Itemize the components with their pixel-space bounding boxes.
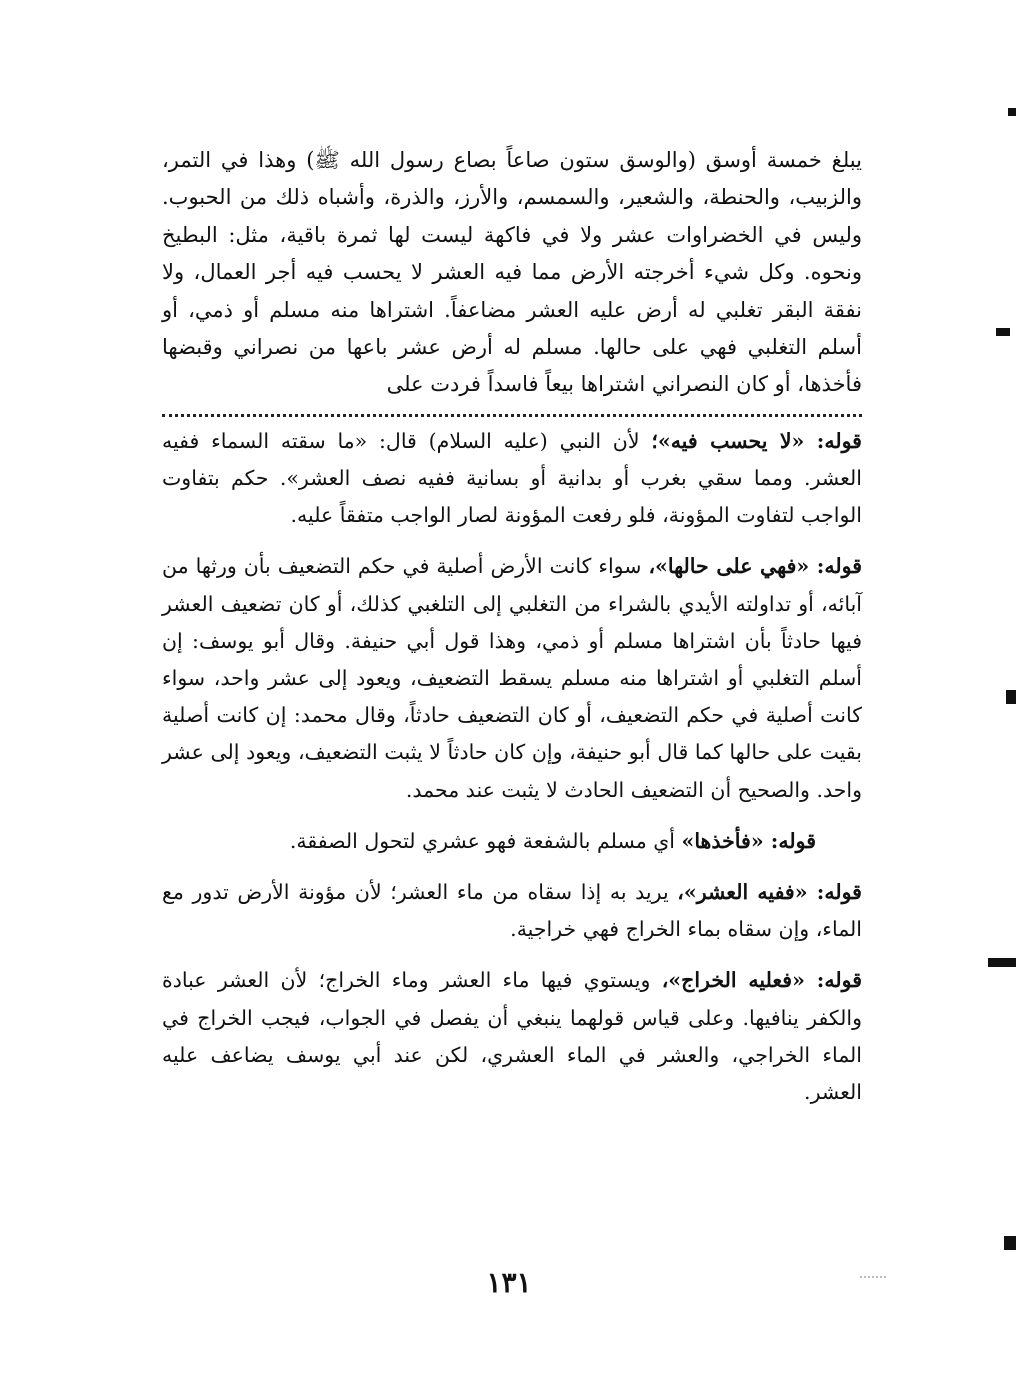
- scan-speck: [860, 1276, 886, 1278]
- dotted-separator: [162, 414, 862, 417]
- commentary-paragraph-2: [162, 548, 862, 808]
- page-body: [162, 142, 862, 1125]
- page-number: ١٣١: [486, 1266, 532, 1299]
- scan-edge-mark: [1006, 690, 1016, 704]
- commentary-lead: قوله: «ففيه العشر»،: [677, 880, 862, 905]
- commentary-lead: قوله: «فعليه الخراج»،: [661, 968, 863, 993]
- commentary-paragraph-1: [162, 423, 862, 535]
- scan-edge-mark: [1004, 1236, 1016, 1250]
- commentary-text: ويستوي فيها ماء العشر وماء الخراج؛ لأن العشر عبادة والكفر ينافيها. وعلى قياس قولهما ينبغي أن يفصل في الجواب، فيجب الخراج في الماء الخراجي، والعشر في الماء العشري، لكن عند أبي يوسف يضاعف عليه العشر.: [162, 968, 862, 1105]
- commentary-paragraph-5: [162, 962, 862, 1111]
- commentary-text: لأن النبي (عليه السلام) قال: «ما سقته السماء ففيه العشر. ومما سقي بغرب أو بدانية أو بسانية ففيه نصف العشر». حكم بتفاوت الواجب لتفاوت المؤونة، فلو رفعت المؤونة لصار الواجب متفقاً عليه.: [162, 428, 862, 528]
- commentary-paragraph-3: [162, 823, 862, 860]
- commentary-lead: قوله: «لا يحسب فيه»؛: [651, 428, 862, 453]
- commentary-text: سواء كانت الأرض أصلية في حكم التضعيف بأن ورثها من آبائه، أو تداولته الأيدي بالشراء من التغلبي إلى التلغبي كذلك، أو كان تضعيف العشر فيها حادثاً بأن اشتراها مسلم أو ذمي، وهذا قول أبي حنيفة. وقال أبو يوسف: إن أسلم التغلبي أو اشتراها منه مسلم يسقط التضعيف، ويعود إلى عشر واحد، سواء كانت أصلية في حكم التضعيف، أو كان التضعيف حادثاً، وقال محمد: إن كانت أصلية بقيت على حالها كما قال أبو حنيفة، وإن كان حادثاً لا يثبت التضعيف، ويعود إلى عشر واحد. والصحيح أن التضعيف الحادث لا يثبت عند محمد.: [162, 554, 862, 802]
- commentary-lead: قوله: «فأخذها»: [681, 828, 816, 853]
- scan-edge-mark: [988, 958, 1016, 967]
- main-text: [162, 142, 862, 404]
- main-paragraph: يبلغ خمسة أوسق (والوسق ستون صاعاً بصاع رسول الله ﷺ) وهذا في التمر، والزبيب، والحنطة، والشعير، والسمسم، والأرز، والذرة، وأشباه ذلك من الحبوب. وليس في الخضراوات عشر ولا في فاكهة ليست لها ثمرة باقية، مثل: البطيخ ونحوه. وكل شيء أخرجته الأرض مما فيه العشر لا يحسب فيه أجر العمال، ولا نفقة البقر تغلبي له أرض عليه العشر مضاعفاً. اشتراها منه مسلم أو ذمي، أو أسلم التغلبي فهي على حالها. مسلم له أرض عشر باعها من نصراني وقبضها فأخذها، أو كان النصراني اشتراها بيعاً فاسداً فردت على: [162, 148, 862, 397]
- scan-edge-mark: [1008, 108, 1016, 116]
- commentary-section: [162, 423, 862, 1111]
- commentary-text: يريد به إذا سقاه من ماء العشر؛ لأن مؤونة الأرض تدور مع الماء، وإن سقاه بماء الخراج فهي خراجية.: [162, 880, 862, 942]
- commentary-lead: قوله: «فهي على حالها»،: [648, 554, 862, 579]
- scan-edge-mark: [996, 328, 1010, 336]
- commentary-paragraph-4: [162, 874, 862, 948]
- commentary-text: أي مسلم بالشفعة فهو عشري لتحول الصفقة.: [289, 828, 682, 853]
